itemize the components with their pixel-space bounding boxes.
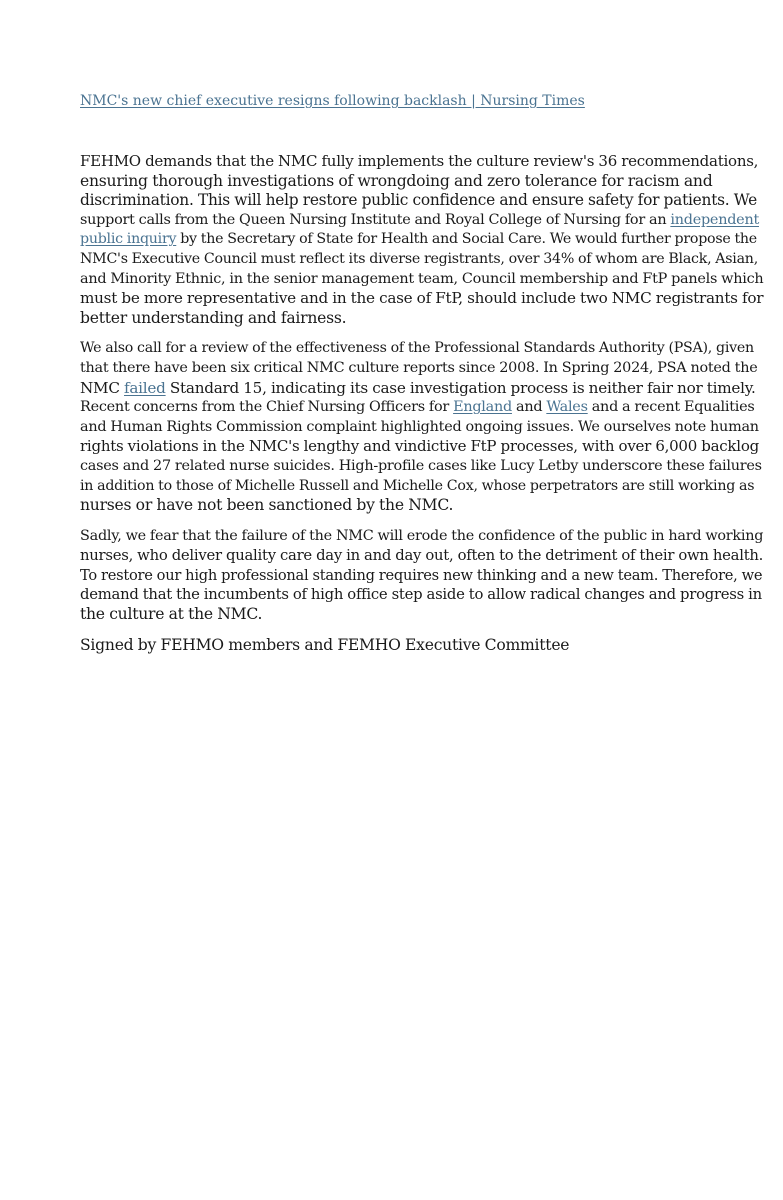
text-line: To restore our high professional standing requires new thinking and a new team. Therefore, we <box>80 566 763 584</box>
header-link-line <box>80 91 763 111</box>
text-segment: and a recent Equalities <box>587 399 755 416</box>
nursing-times-article-link[interactable]: NMC's new chief executive resigns following backlash | Nursing Times <box>80 93 585 109</box>
text-line: in addition to those of Michelle Russell and Michelle Cox, whose perpetrators are still working as <box>80 477 755 494</box>
text-line: FEHMO demands that the NMC fully implements the culture review's 36 recommendations, <box>80 152 759 170</box>
text-line: rights violations in the NMC's lengthy and vindictive FtP processes, with over 6,000 backlog <box>80 437 759 456</box>
text-line: ensuring thorough investigations of wrongdoing and zero tolerance for racism and <box>80 171 713 190</box>
england-link[interactable]: England <box>453 399 512 416</box>
independent-public-inquiry-link[interactable]: independent <box>670 211 759 228</box>
text-segment: support calls from the Queen Nursing Institute and Royal College of Nursing for an <box>80 211 671 228</box>
signature-line <box>80 636 763 656</box>
failed-link[interactable]: failed <box>124 378 166 397</box>
text-line: nurses, who deliver quality care day in and day out, often to the detriment of their own health. <box>80 547 764 565</box>
text-line: must be more representative and in the case of FtP, should include two NMC registrants for <box>80 289 764 308</box>
text-line: nurses or have not been sanctioned by the NMC. <box>80 496 454 515</box>
text-segment: by the Secretary of State for Health and Social Care. We would further propose the <box>176 231 757 248</box>
text-segment: NMC <box>80 378 124 397</box>
signature-text: Signed by FEHMO members and FEMHO Executive Committee <box>80 635 570 654</box>
text-line: discrimination. This will help restore public confidence and ensure safety for patients. We <box>80 191 757 210</box>
text-line: We also call for a review of the effectiveness of the Professional Standards Authority (PSA), given <box>80 340 754 357</box>
text-line: demand that the incumbents of high office step aside to allow radical changes and progress in <box>80 586 762 604</box>
text-line: better understanding and fairness. <box>80 308 347 327</box>
text-line: cases and 27 related nurse suicides. High-profile cases like Lucy Letby underscore these failures <box>80 457 762 474</box>
text-line: the culture at the NMC. <box>80 605 263 624</box>
text-line <box>80 398 763 418</box>
text-line: and Minority Ethnic, in the senior management team, Council membership and FtP panels which <box>80 270 764 287</box>
text-line <box>80 379 763 399</box>
paragraph-psa-review <box>80 339 763 515</box>
text-segment: Recent concerns from the Chief Nursing Officers for <box>80 399 454 416</box>
paragraph-culture-review <box>80 152 763 328</box>
text-line: that there have been six critical NMC culture reports since 2008. In Spring 2024, PSA noted the <box>80 359 758 376</box>
text-line: Sadly, we fear that the failure of the NMC will erode the confidence of the public in hard working <box>80 527 764 544</box>
text-line: and Human Rights Commission complaint highlighted ongoing issues. We ourselves note human <box>80 418 759 435</box>
independent-public-inquiry-link-cont[interactable]: public inquiry <box>80 231 177 248</box>
paragraph-call-to-action <box>80 527 763 625</box>
wales-link[interactable]: Wales <box>546 399 588 416</box>
text-line <box>80 211 763 231</box>
text-segment: Standard 15, indicating its case investigation process is neither fair nor timely. <box>165 378 756 397</box>
document-page <box>80 91 763 666</box>
text-line: NMC's Executive Council must reflect its diverse registrants, over 34% of whom are Black, Asian, <box>80 250 758 267</box>
text-segment: and <box>511 399 547 416</box>
text-line <box>80 230 763 250</box>
